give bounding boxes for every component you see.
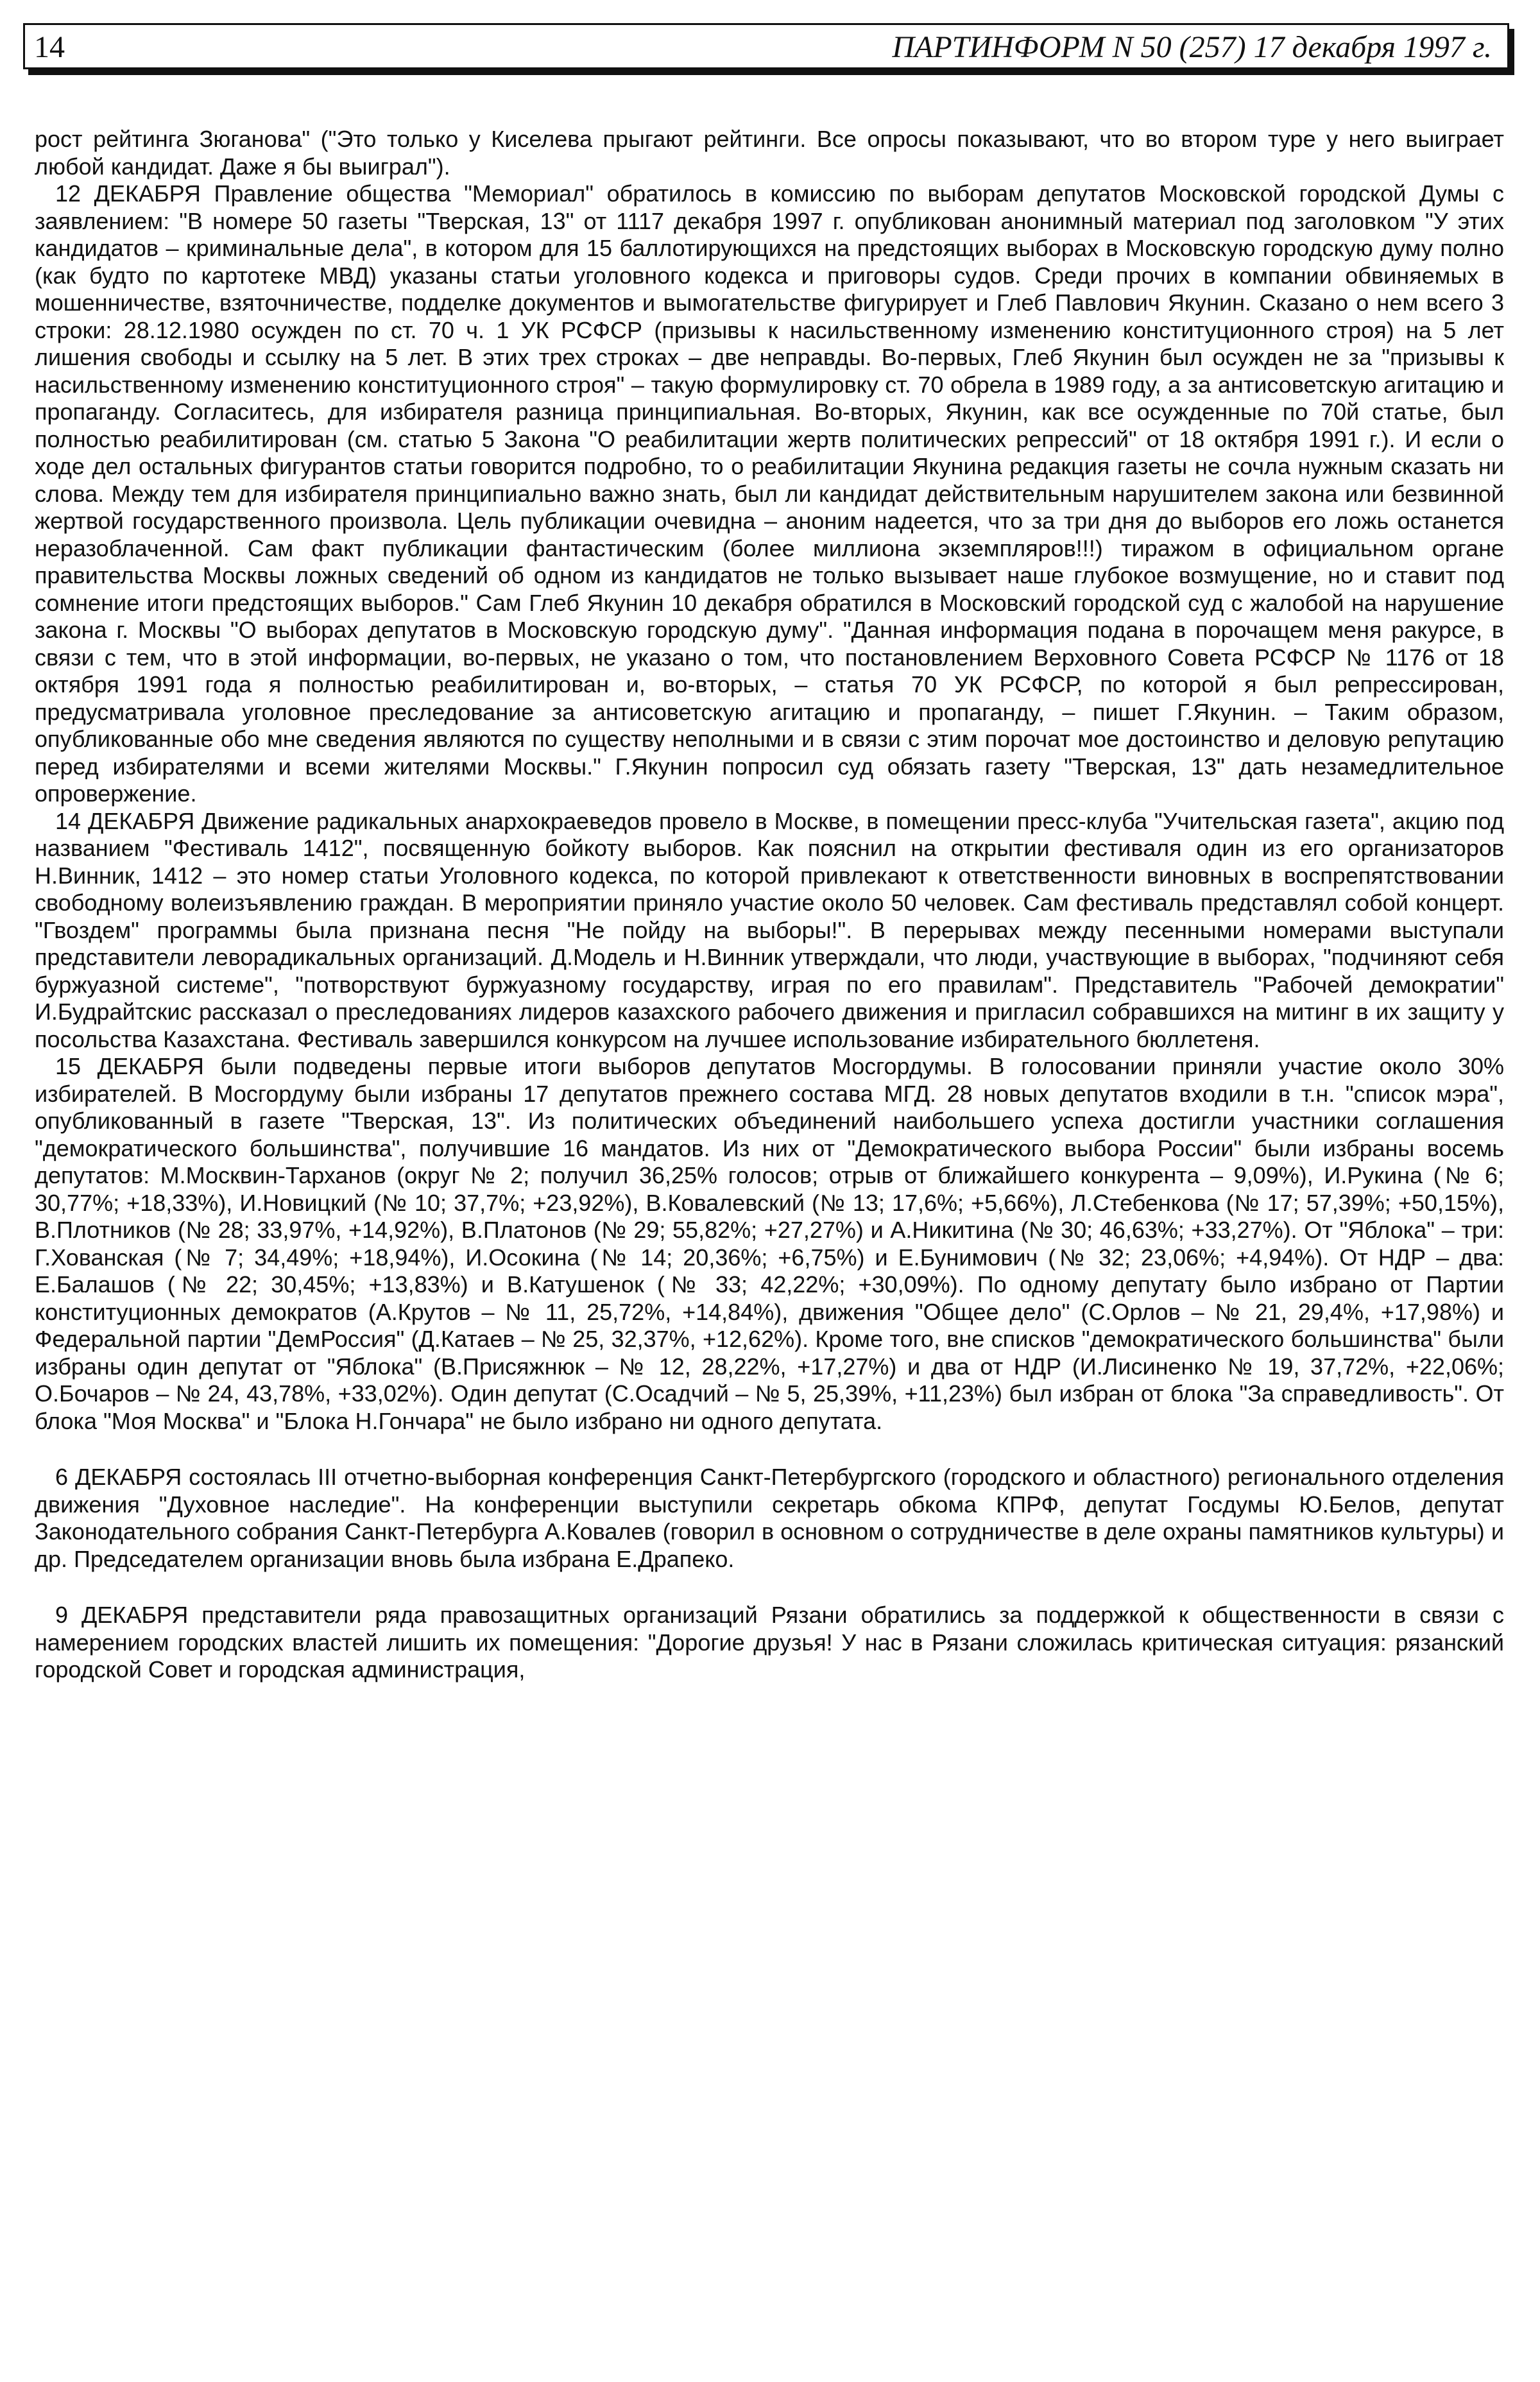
page-header	[23, 23, 1509, 69]
issue-title: ПАРТИНФОРМ N 50 (257) 17 декабря 1997 г.	[892, 30, 1492, 64]
paragraph-dec-14: 14 ДЕКАБРЯ Движение радикальных анархокраеведов провело в Москве, в помещении пресс-клуба "Учительская газета", акцию под названием "Фестиваль 1412", посвященную бойкоту выборов. Как пояснил на открытии фестиваля один из его организаторов Н.Винник, 1412 – это номер статьи Уголовного кодекса, по которой привлекают к ответственности виновных в воспрепятствовании свободному волеизъявлению граждан. В мероприятии приняло участие около 50 человек. Сам фестиваль представлял собой концерт. "Гвоздем" программы была признана песня "Не пойду на выборы!". В перерывах между песенными номерами выступали представители леворадикальных организаций. Д.Модель и Н.Винник утверждали, что люди, участвующие в выборах, "подчиняют себя буржуазной системе", "потворствуют буржуазному государству, играя по его правилам". Представитель "Рабочей демократии" И.Будрайтскис рассказал о преследованиях лидеров казахского рабочего движения и пригласил собравшихся на митинг в их защиту у посольства Казахстана. Фестиваль завершился конкурсом на лучшее использование избирательного бюллетеня.	[35, 807, 1504, 1052]
paragraph-dec-15: 15 ДЕКАБРЯ были подведены первые итоги выборов депутатов Мосгордумы. В голосовании приняли участие около 30% избирателей. В Мосгордуму были избраны 17 депутатов прежнего состава МГД. 28 новых депутатов входили в т.н. "список мэра", опубликованный в газете "Тверская, 13". Из политических объединений наибольшего успеха достигли участники соглашения "демократического большинства", получившие 16 мандатов. Из них от "Демократического выбора России" были избраны восемь депутатов: М.Москвин-Тарханов (округ № 2; получил 36,25% голосов; отрыв от ближайшего конкурента – 9,09%), И.Рукина (№ 6; 30,77%; +18,33%), И.Новицкий (№ 10; 37,7%; +23,92%), В.Ковалевский (№ 13; 17,6%; +5,66%), Л.Стебенкова (№ 17; 57,39%; +50,15%), В.Плотников (№ 28; 33,97%, +14,92%), В.Платонов (№ 29; 55,82%; +27,27%) и А.Никитина (№ 30; 46,63%; +33,27%). От "Яблока" – три: Г.Хованская (№ 7; 34,49%; +18,94%), И.Осокина (№ 14; 20,36%; +6,75%) и Е.Бунимович (№ 32; 23,06%; +4,94%). От НДР – два: Е.Балашов (№ 22; 30,45%; +13,83%) и В.Катушенок (№ 33; 42,22%; +30,09%). По одному депутату было избрано от Партии конституционных демократов (А.Крутов – № 11, 25,72%, +14,84%), движения "Общее дело" (С.Орлов – № 21, 29,4%, +17,98%) и Федеральной партии "ДемРоссия" (Д.Катаев – № 25, 32,37%, +12,62%). Кроме того, вне списков "демократического большинства" были избраны один депутат от "Яблока" (В.Присяжнюк – № 12, 28,22%, +17,27%) и два от НДР (И.Лисиненко № 19, 37,72%, +22,06%; О.Бочаров – № 24, 43,78%, +33,02%). Один депутат (С.Осадчий – № 5, 25,39%, +11,23%) был избран от блока "За справедливость". От блока "Моя Москва" и "Блока Н.Гончара" не было избрано ни одного депутата.	[35, 1053, 1504, 1434]
paragraph-dec-12: 12 ДЕКАБРЯ Правление общества "Мемориал" обратилось в комиссию по выборам депутатов Московской городской Думы с заявлением: "В номере 50 газеты "Тверская, 13" от 1117 декабря 1997 г. опубликован анонимный материал под заголовком "У этих кандидатов – криминальные дела", в котором для 15 баллотирующихся на предстоящих выборах в Московскую городскую думу полно (как будто по картотеке МВД) указаны статьи уголовного кодекса и приговоры судов. Среди прочих в компании обвиняемых в мошенничестве, взяточничестве, подделке документов и вымогательстве фигурирует и Глеб Павлович Якунин. Сказано о нем всего 3 строки: 28.12.1980 осужден по ст. 70 ч. 1 УК РСФСР (призывы к насильственному изменению конституционного строя) на 5 лет лишения свободы и ссылку на 5 лет. В этих трех строках – две неправды. Во-первых, Глеб Якунин был осужден не за "призывы к насильственному изменению конституционного строя" – такую формулировку ст. 70 обрела в 1989 году, а за антисоветскую агитацию и пропаганду. Согласитесь, для избирателя разница принципиальная. Во-вторых, Якунин, как все осужденные по 70й статье, был полностью реабилитирован (см. статью 5 Закона "О реабилитации жертв политических репрессий" от 18 октября 1991 г.). И если о ходе дел остальных фигурантов статьи говорится подробно, то о реабилитации Якунина редакция газеты не сочла нужным сказать ни слова. Между тем для избирателя принципиально важно знать, был ли кандидат действительным нарушителем закона или безвинной жертвой государственного произвола. Цель публикации очевидна – аноним надеется, что за три дня до выборов его ложь останется неразоблаченной. Сам факт публикации фантастическим (более миллиона экземпляров!!!) тиражом в официальном органе правительства Москвы ложных сведений об одном из кандидатов не только вызывает наше глубокое возмущение, но и ставит под сомнение итоги предстоящих выборов." Сам Глеб Якунин 10 декабря обратился в Московский городской суд с жалобой на нарушение закона г. Москвы "О выборах депутатов в Московскую городскую думу". "Данная информация подана в порочащем меня ракурсе, в связи с тем, что в этой информации, во-первых, не указано о том, что постановлением Верховного Совета РСФСР № 1176 от 18 октября 1991 года я полностью реабилитирован и, во-вторых, – статья 70 УК РСФСР, по которой я был репрессирован, предусматривала уголовное преследование за антисоветскую агитацию и пропаганду, – пишет Г.Якунин. – Таким образом, опубликованные обо мне сведения являются по существу неполными и в связи с этим порочат мое достоинство и деловую репутацию перед избирателями и всеми жителями Москвы." Г.Якунин попросил суд обязать газету "Тверская, 13" дать незамедлительное опровержение.	[35, 180, 1504, 807]
page-number: 14	[34, 30, 65, 64]
paragraph-dec-6: 6 ДЕКАБРЯ состоялась III отчетно-выборная конференция Санкт-Петербургского (городского и областного) регионального отделения движения "Духовное наследие". На конференции выступили секретарь обкома КПРФ, депутат Госдумы Ю.Белов, депутат Законодательного собрания Санкт-Петербурга А.Ковалев (говорил в основном о сотрудничестве в деле охраны памятников культуры) и др. Председателем организации вновь была избрана Е.Драпеко.	[35, 1464, 1504, 1572]
article-body	[35, 126, 1504, 1684]
paragraph-dec-9: 9 ДЕКАБРЯ представители ряда правозащитных организаций Рязани обратились за поддержкой к общественности в связи с намерением городских властей лишить их помещения: "Дорогие друзья! У нас в Рязани сложилась критическая ситуация: рязанский городской Совет и городская администрация,	[35, 1602, 1504, 1683]
paragraph-continuation: рост рейтинга Зюганова" ("Это только у Киселева прыгают рейтинги. Все опросы показывают, что во втором туре у него выиграет любой кандидат. Даже я бы выиграл").	[35, 126, 1504, 180]
